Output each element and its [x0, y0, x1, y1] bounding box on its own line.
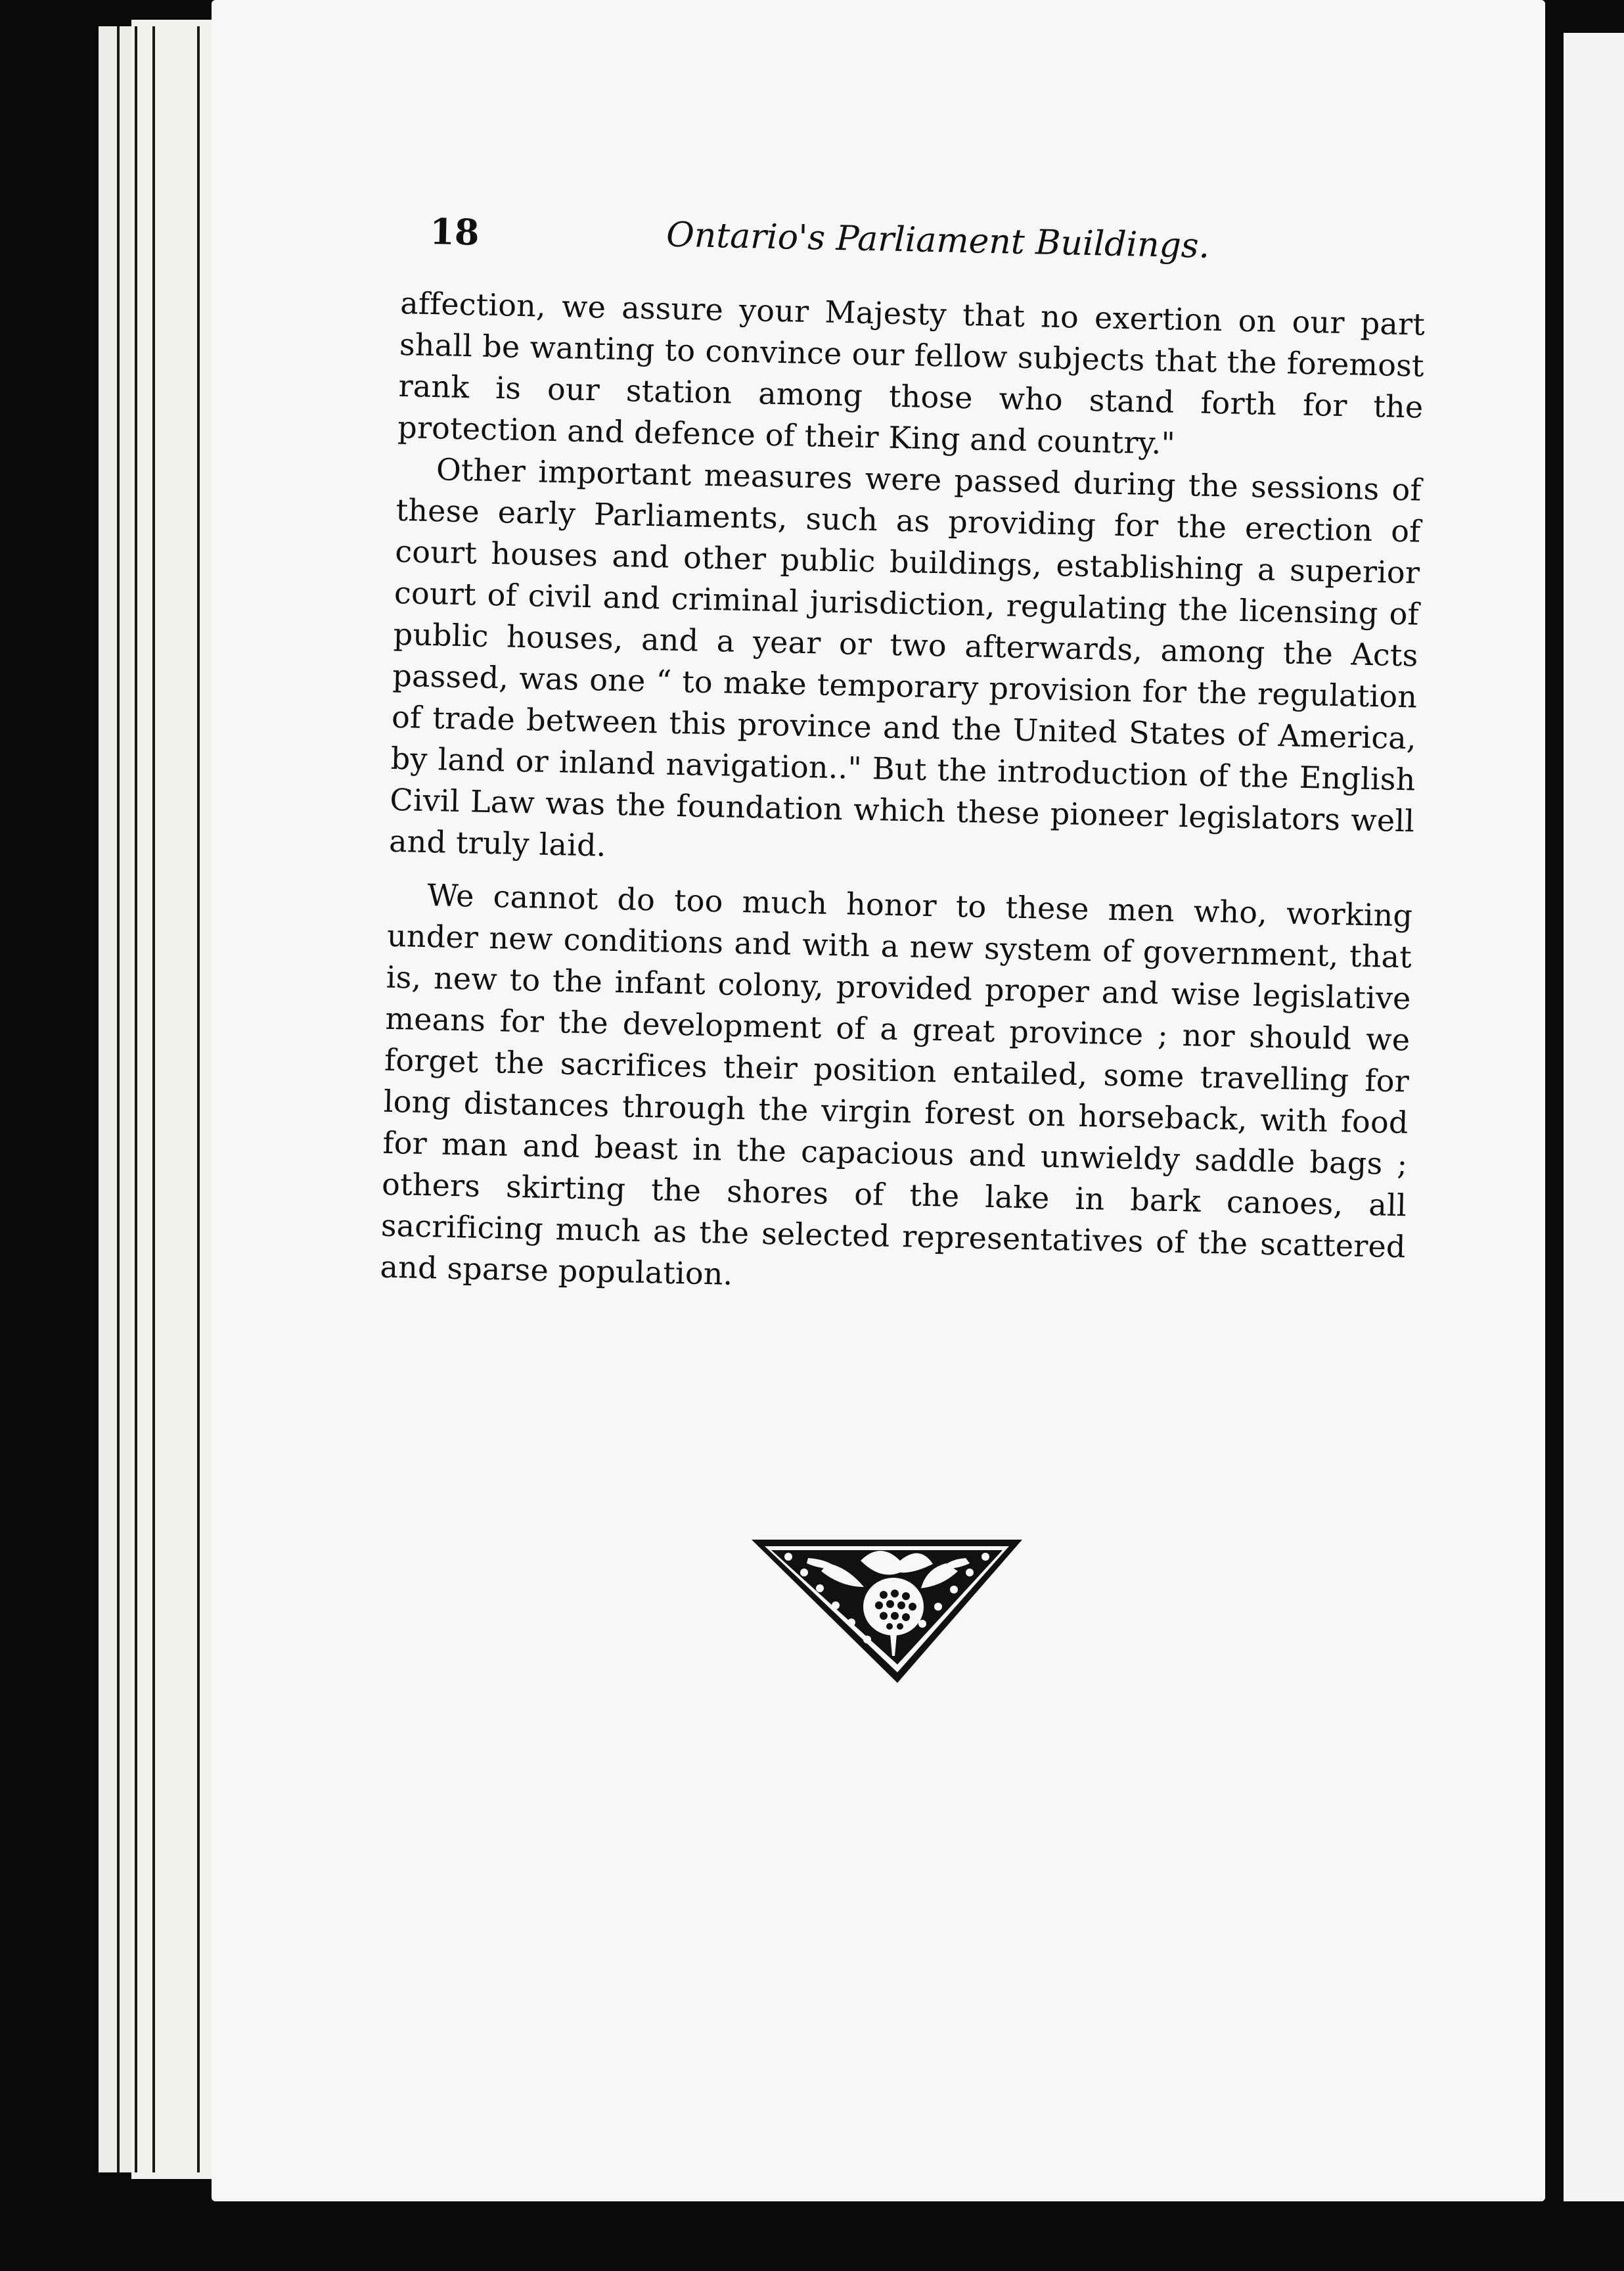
paragraph-continuation: affection, we assure your Majesty that no exertion on our part shall be wanting to convince our fellow subjects that the foremost rank is our station among those who stand forth for the protection and defence of their King and country." — [397, 285, 1426, 461]
paragraph: We cannot do too much honor to these men who, working under new conditions and with a new system of government, that is, new to the infant colony, provided proper and wise legislative means for the development of a great province ; nor should we forget the sacrifices their position entailed, some travelling for long distances through the virgin forest on horseback, with food for man and beast in the capacious and unwieldy saddle bags ; others skirting the shores of the lake in bark canoes, all sacrificing much as the selected representatives of the scattered and sparse population. — [380, 877, 1413, 1292]
page-edge-line — [117, 26, 120, 2172]
page-edge-line — [152, 26, 155, 2172]
thistle-tailpiece-icon — [749, 1534, 1025, 1686]
body-text — [380, 283, 1426, 1309]
facing-page-edge — [1564, 33, 1624, 2201]
page-number: 18 — [429, 210, 480, 254]
scan-border — [85, 2214, 1624, 2254]
page-edge — [131, 20, 223, 2179]
page-edge-line — [197, 26, 200, 2172]
page-edge-line — [135, 26, 137, 2172]
running-title: Ontario's Parliament Buildings. — [665, 215, 1210, 266]
paragraph: Other important measures were passed during the sessions of these early Parliaments, such as providing for the erection of court houses and other public buildings, establishing a superior court of civil and criminal jurisdiction, regulating the licensing of public houses, and a year or two afterwards, among the Acts passed, was one “ to make temporary provision for the regulation of trade between this province and the United States of America, by land or inland navigation.." But the introduction of the English Civil Law was the foundation which these pioneer legislators well and truly laid. — [388, 451, 1422, 863]
